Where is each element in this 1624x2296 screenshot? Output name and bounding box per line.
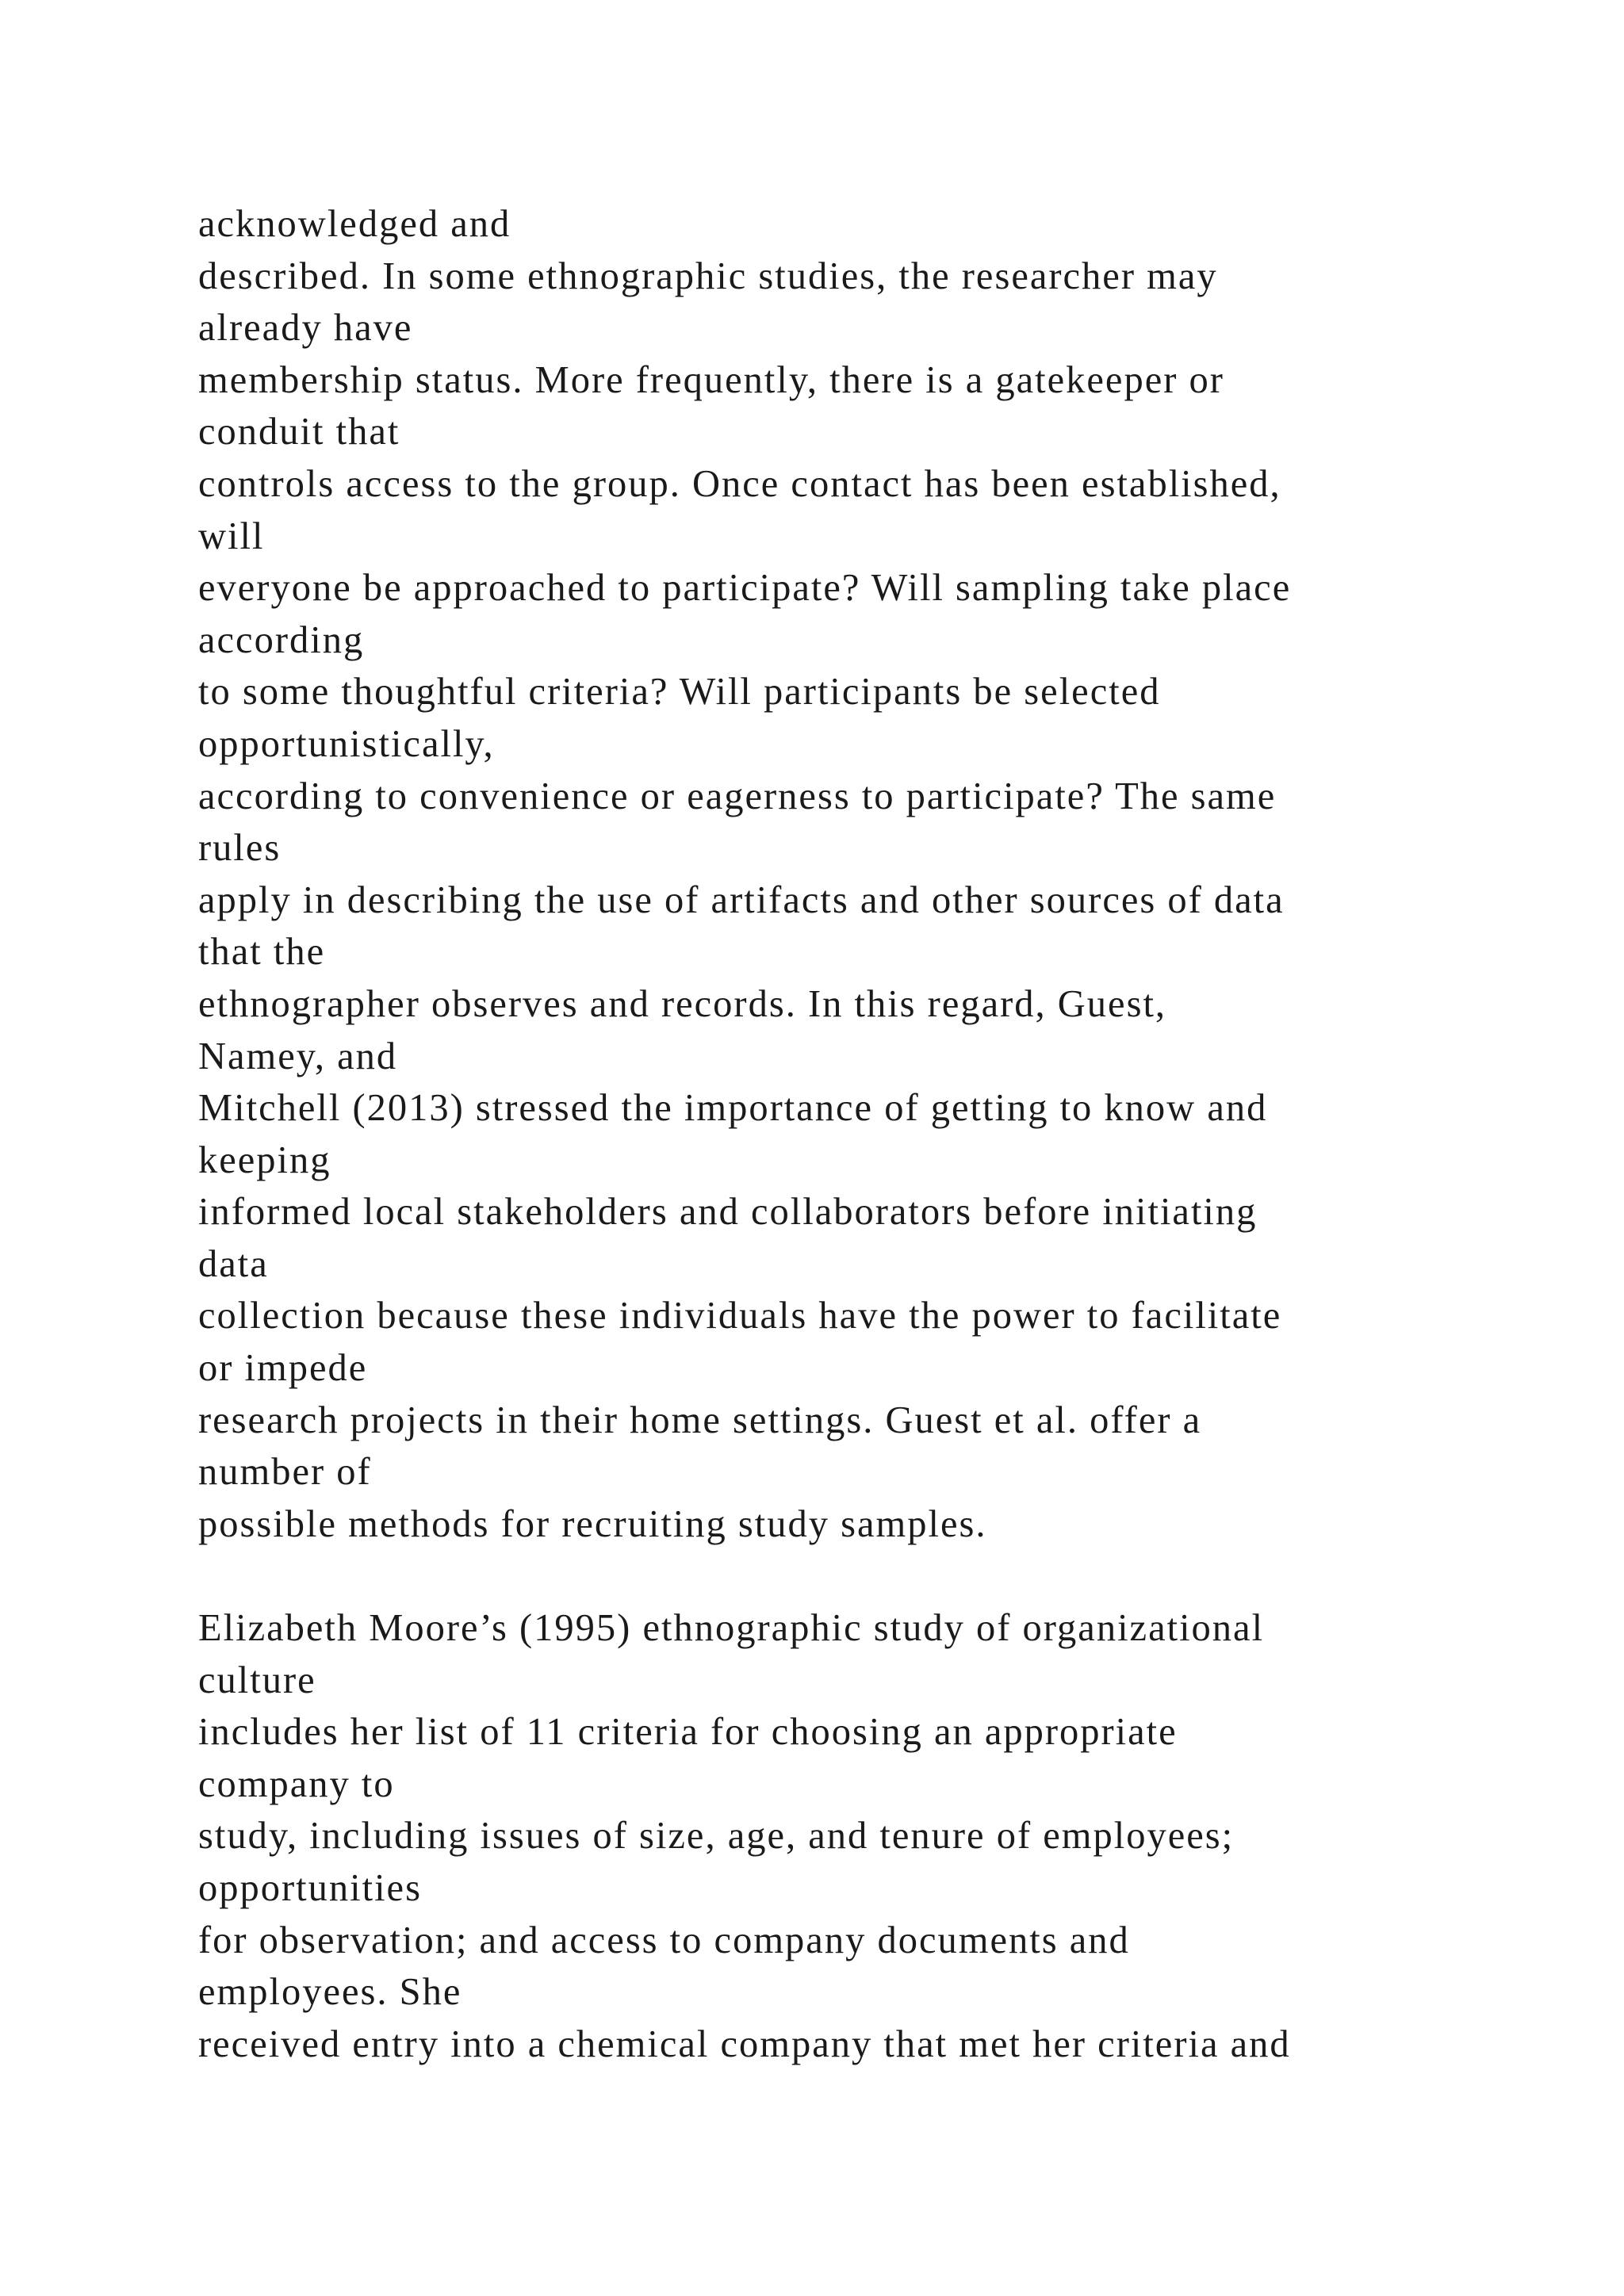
text-line: will — [198, 515, 265, 557]
text-line: data — [198, 1242, 269, 1285]
text-line: Namey, and — [198, 1035, 398, 1077]
body-text — [198, 198, 1546, 2070]
text-line: that the — [198, 931, 326, 974]
text-line: to some thoughtful criteria? Will participants be selected — [198, 671, 1161, 714]
paragraph — [198, 1602, 1546, 2070]
text-line: conduit that — [198, 411, 400, 453]
text-line: keeping — [198, 1138, 331, 1181]
text-line: already have — [198, 307, 413, 350]
text-line: employees. She — [198, 1971, 462, 2014]
text-line: according to convenience or eagerness to participate? The same — [198, 775, 1277, 817]
text-line: Mitchell (2013) stressed the importance of getting to know and — [198, 1087, 1268, 1130]
text-line: for observation; and access to company documents and — [198, 1919, 1130, 1961]
text-line: received entry into a chemical company that met her criteria and — [198, 2022, 1291, 2065]
text-line: described. In some ethnographic studies, the researcher may — [198, 254, 1218, 297]
text-line: controls access to the group. Once contact has been established, — [198, 462, 1281, 505]
text-line: or impede — [198, 1347, 368, 1390]
text-line: study, including issues of size, age, and tenure of employees; — [198, 1815, 1235, 1858]
paragraph — [198, 198, 1546, 1550]
text-line: research projects in their home settings. Guest et al. offer a — [198, 1399, 1202, 1441]
text-line: informed local stakeholders and collaborators before initiating — [198, 1191, 1258, 1234]
text-line: collection because these individuals have the power to facilitate — [198, 1295, 1282, 1337]
text-line: everyone be approached to participate? Will sampling take place — [198, 567, 1292, 610]
text-line: company to — [198, 1762, 395, 1805]
paragraph-gap — [198, 1550, 1546, 1602]
text-line: membership status. More frequently, there is a gatekeeper or — [198, 358, 1224, 401]
text-line: according — [198, 618, 365, 661]
text-line: possible methods for recruiting study samples. — [198, 1502, 987, 1545]
text-line: ethnographer observes and records. In this regard, Guest, — [198, 982, 1167, 1025]
text-line: opportunities — [198, 1867, 422, 1909]
text-line: includes her list of 11 criteria for choosing an appropriate — [198, 1711, 1178, 1754]
text-line: Elizabeth Moore’s (1995) ethnographic study of organizational — [198, 1607, 1265, 1650]
text-line: apply in describing the use of artifacts and other sources of data — [198, 878, 1285, 921]
text-line: acknowledged and — [198, 203, 511, 245]
text-line: culture — [198, 1659, 316, 1701]
text-line: rules — [198, 827, 282, 870]
text-line: number of — [198, 1451, 372, 1494]
text-line: opportunistically, — [198, 722, 495, 765]
